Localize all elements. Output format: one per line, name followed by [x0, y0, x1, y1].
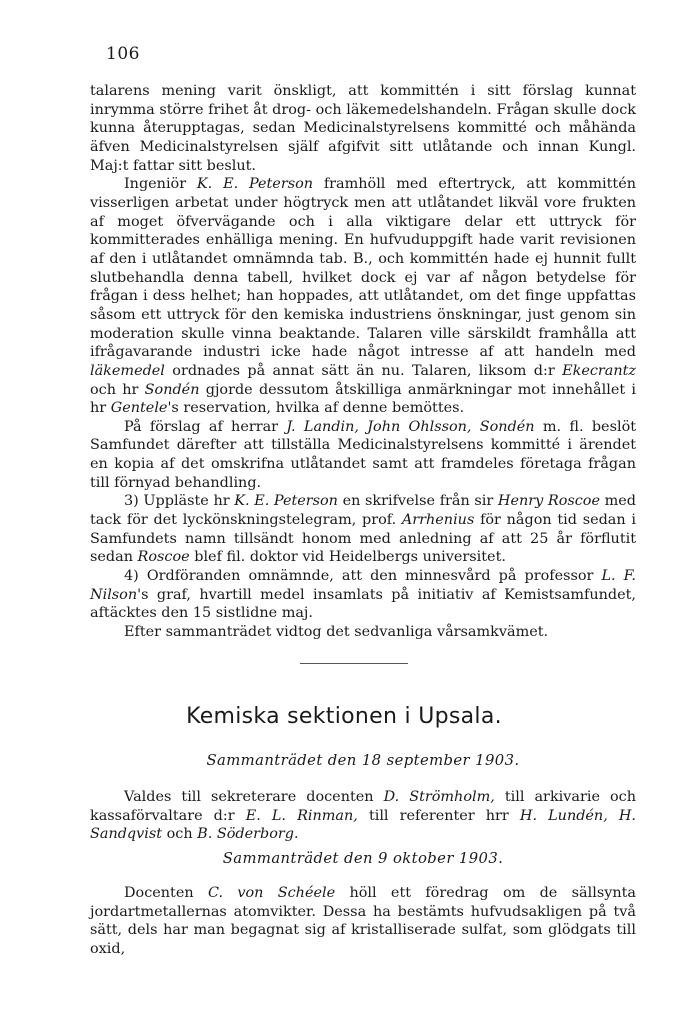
person-name: Ekecrantz — [562, 362, 636, 379]
meeting-heading: Sammanträdet den 9 oktober 1903. — [222, 850, 504, 867]
person-name: E. L. Rinman, — [245, 807, 358, 824]
emphasis: läkemedel — [90, 362, 165, 379]
main-text — [90, 82, 636, 642]
section-title: Kemiska sektionen i Upsala. — [186, 704, 502, 729]
paragraph: 4) Ordföranden omnämnde, att den minnesvård på professor L. F. Nilson's graf, hvartill medel insamlats på initiativ af Kemistsamfundet, aftäcktes den 15 sistlidne maj. — [90, 568, 636, 622]
person-name: K. E. Peterson — [196, 176, 314, 193]
paragraph: På förslag af herrar J. Landin, John Ohlsson, Sondén m. fl. beslöt Samfundet därefter att tillställa Medicinalstyrelsens kommitté i ärendet en kopia af det omskrifna utlåtandet samt att framdeles företaga frågan till förnyad behandling. — [90, 418, 637, 491]
person-name: Gentele — [110, 400, 168, 417]
paragraph: 3) Uppläste hr K. E. Peterson en skrifvelse från sir Henry Roscoe med tack för det lyckönskningstelegram, prof. Arrhenius för någon tid sedan i Samfundets namn tillsändt honom med anledning af att 25 år förflutit sedan Roscoe blef fil. doktor vid Heidelbergs universitet. — [90, 493, 637, 566]
person-name: J. Landin, John Ohlsson, Sondén — [286, 418, 535, 435]
paragraph: Valdes till sekreterare docenten D. Strömholm, till arkivarie och kassaförvaltare d:r E. L. Rinman, till referenter hrr H. Lundén, H. Sandqvist och B. Söderborg. — [90, 789, 637, 843]
person-name: B. Söderborg. — [197, 826, 299, 843]
paragraph: Ingeniör K. E. Peterson framhöll med eftertryck, att kommittén visserligen arbetat under högtryck men att utlåtandet likväl vore frukten af moget öfvervägande och i alla viktigare delar ett uttryck för kommitterades enhälliga mening. En hufvuduppgift hade varit revisionen af den i utlåtandet omnämnda tab. B., och kommittén hade ej hunnit fullt slutbehandla denna tabell, hvilket dock ej var af någon betydelse för frågan i dess helhet; han hoppades, att utlåtandet, om det finge uppfattas såsom ett uttryck för den kemiska industriens önskningar, just genom sin moderation skulle vinna beaktande. Talaren ville särskildt framhålla att ifrågavarande industri icke hade något intresse af att handeln med läkemedel ordnades på annat sätt än nu. Talaren, liksom d:r Ekecrantz och hr Sondén gjorde dessutom åtskilliga anmärkningar mot innehållet i hr Gentele's reservation, hvilka af denne bemöttes. — [90, 176, 636, 417]
person-name: C. von Schéele — [207, 885, 336, 901]
person-name: Arrhenius — [401, 512, 475, 529]
meeting-text — [90, 788, 636, 844]
page-number: 106 — [106, 44, 140, 64]
meeting-text — [90, 884, 636, 959]
person-name: D. Strömholm, — [383, 789, 495, 805]
person-name: H. Lundén, H. Sandqvist — [90, 807, 636, 843]
paragraph: Efter sammanträdet vidtog det sedvanliga vårsamkvämet. — [124, 624, 549, 641]
section-divider — [300, 663, 408, 664]
person-name: Roscoe — [137, 549, 190, 566]
meeting-heading: Sammanträdet den 18 september 1903. — [206, 752, 520, 769]
person-name: Henry Roscoe — [497, 493, 600, 510]
paragraph: talarens mening varit önskligt, att kommittén i sitt förslag kunnat inrymma större frihet åt drog- och läkemedelshandeln. Frågan skulle dock kunna återupptagas, sedan Medicinalstyrelsens kommitté och måhända äfven Medicinalstyrelsen själf afgifvit sitt utlåtande och innan Kungl. Maj:t fattar sitt beslut. — [90, 83, 636, 174]
person-name: K. E. Peterson — [234, 493, 338, 510]
paragraph: Docenten C. von Schéele höll ett föredrag om de sällsynta jordartmetallernas atomvikter. Dessa ha bestämts hufvudsakligen på två sätt, dels har man begagnat sig af kristalliserade sulfat, som glödgats till oxid, — [90, 885, 636, 957]
person-name: L. F. Nilson — [90, 568, 636, 603]
person-name: Sondén — [144, 381, 200, 398]
